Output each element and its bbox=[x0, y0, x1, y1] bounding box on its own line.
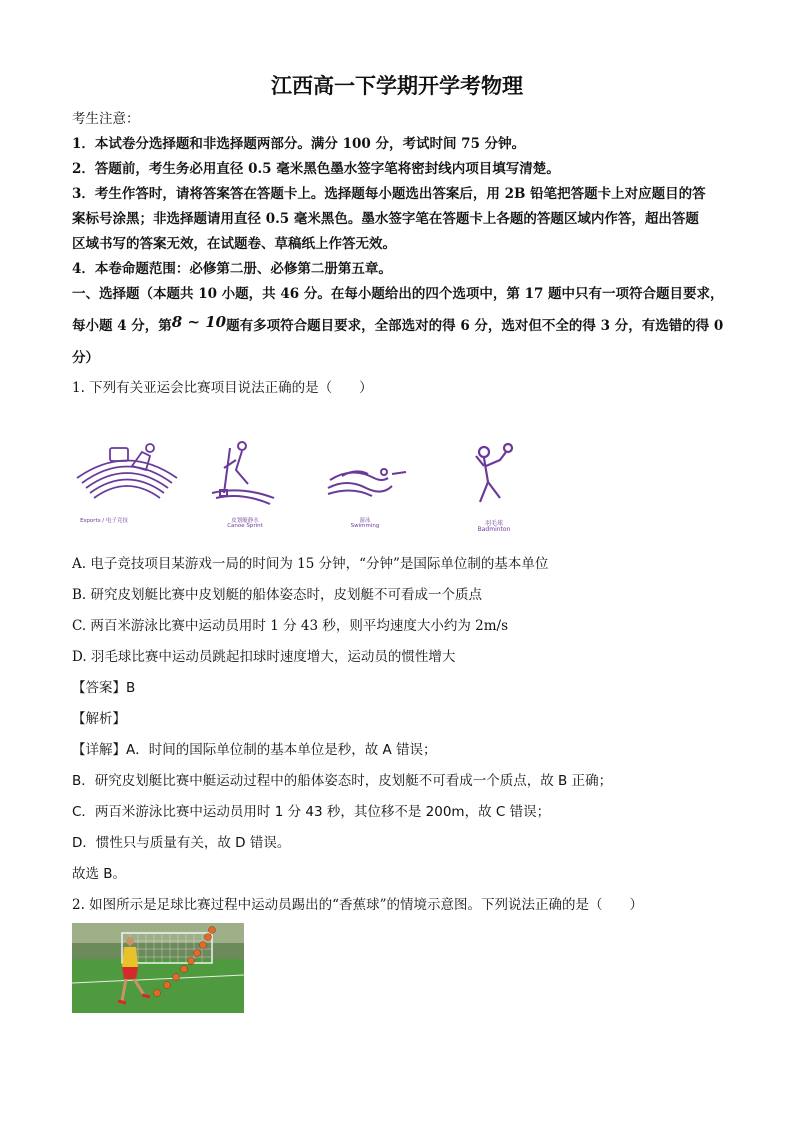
section-1-line-1: 一、选择题（本题共 10 小题，共 46 分。在每小题给出的四个选项中，第 17 题中只有一项符合题目要求， bbox=[72, 286, 724, 302]
swimming-caption-en: Swimming bbox=[350, 523, 380, 529]
esports-icon bbox=[72, 438, 182, 518]
canoe-caption-en: Canoe Sprint bbox=[227, 523, 263, 529]
question-1-option-a: A. 电子竞技项目某游戏一局的时间为 15 分钟，“分钟”是国际单位制的基本单位 bbox=[72, 556, 549, 572]
section-1-line-2 bbox=[72, 314, 723, 334]
question-1-detail-b: B．研究皮划艇比赛中艇运动过程中的船体姿态时，皮划艇不可看成一个质点，故 B 正确； bbox=[72, 773, 613, 789]
question-1-detail-a: 【详解】A．时间的国际单位制的基本单位是秒，故 A 错误； bbox=[72, 742, 437, 758]
question-1-conclusion: 故选 B。 bbox=[72, 866, 127, 882]
canoe-sprint-icon bbox=[202, 438, 282, 518]
notice-item-4: 4．本卷命题范围：必修第二册、必修第二册第五章。 bbox=[72, 261, 392, 277]
question-1-detail-d: D．惯性只与质量有关，故 D 错误。 bbox=[72, 835, 291, 851]
question-1-stem: 1. 下列有关亚运会比赛项目说法正确的是（ ） bbox=[72, 380, 373, 396]
swimming-icon bbox=[322, 438, 412, 518]
notice-item-3-line-1: 3．考生作答时，请将答案答在答题卡上。选择题每小题选出答案后，用 2B 铅笔把答题卡上对应题目的答 bbox=[72, 186, 706, 202]
asian-games-pictograms bbox=[72, 438, 542, 533]
swimming-caption-cn: 游泳 bbox=[359, 518, 371, 524]
question-range: 8 ~ 10 bbox=[171, 313, 227, 331]
badminton-icon bbox=[460, 438, 530, 518]
question-1-analysis: 【解析】 bbox=[72, 711, 126, 727]
notice-heading: 考生注意： bbox=[72, 111, 140, 127]
notice-item-2: 2．答题前，考生务必用直径 0.5 毫米黑色墨水签字笔将密封线内项目填写清楚。 bbox=[72, 161, 560, 177]
section-1-line-2-b: 题有多项符合题目要求，全部选对的得 6 分，选对但不全的得 3 分，有选错的得 0 bbox=[226, 318, 724, 334]
question-1-option-d: D. 羽毛球比赛中运动员跳起扣球时速度增大，运动员的惯性增大 bbox=[72, 649, 456, 665]
banana-kick-photo bbox=[72, 923, 244, 1013]
canoe-caption-cn: 皮划艇静水 bbox=[231, 518, 259, 524]
question-1-option-b: B. 研究皮划艇比赛中皮划艇的船体姿态时，皮划艇不可看成一个质点 bbox=[72, 587, 483, 603]
badminton-caption-cn: 羽毛球 bbox=[484, 520, 503, 527]
page-title: 江西高一下学期开学考物理 bbox=[271, 74, 523, 98]
notice-item-1: 1．本试卷分选择题和非选择题两部分。满分 100 分，考试时间 75 分钟。 bbox=[72, 136, 526, 152]
question-1-option-c: C. 两百米游泳比赛中运动员用时 1 分 43 秒，则平均速度大小约为 2m/s bbox=[72, 618, 509, 634]
section-1-line-3: 分） bbox=[72, 350, 99, 366]
question-1-answer: 【答案】B bbox=[72, 680, 136, 696]
section-1-line-2-a: 每小题 4 分，第 bbox=[72, 318, 172, 334]
badminton-caption-en: Badminton bbox=[477, 526, 511, 533]
notice-item-3-line-3: 区域书写的答案无效，在试题卷、草稿纸上作答无效。 bbox=[72, 236, 396, 252]
question-1-detail-c: C．两百米游泳比赛中运动员用时 1 分 43 秒，其位移不是 200m，故 C 错误； bbox=[72, 804, 551, 820]
notice-item-3-line-2: 案标号涂黑；非选择题请用直径 0.5 毫米黑色。墨水签字笔在答题卡上各题的答题区域内作答，超出答题 bbox=[72, 211, 699, 227]
esports-caption: Esports / 电子竞技 bbox=[80, 518, 128, 524]
question-2-stem: 2. 如图所示是足球比赛过程中运动员踢出的“香蕉球”的情境示意图。下列说法正确的是（ ） bbox=[72, 897, 643, 913]
